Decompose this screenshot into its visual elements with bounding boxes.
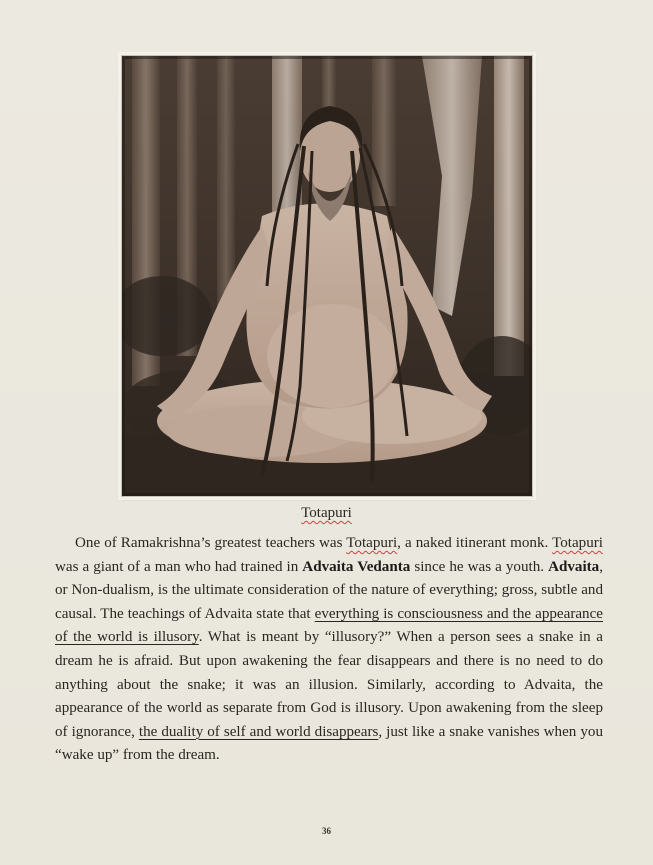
text-segment: . What is meant by “illusory?” When a person sees a snake in a dream he is afraid. But upon awakening the fear disappears and there is no need to do anything about the snake; it was an illusion. Similarly, according to Advaita, the appearance of the world as separate from God is illusory. Upon awakening from the sleep of ignorance, (55, 629, 604, 740)
proper-name: Totapuri (552, 535, 603, 551)
text-segment: was a giant of a man who had trained in (55, 558, 303, 575)
bold-term: Advaita Vedanta (302, 558, 411, 575)
monk-photograph (121, 55, 533, 497)
text-segment: One of Ramakrishna’s greatest teachers was (75, 535, 347, 551)
sepia-photo-illustration (122, 56, 532, 496)
text-segment: , or Non-dualism, is the ultimate consideration of the nature of everything; gross, subtle and causal. The teachings of Advaita state that (55, 558, 603, 622)
bold-term: Advaita (548, 558, 600, 575)
caption-text: Totapuri (301, 505, 352, 521)
body-paragraph (55, 532, 603, 768)
text-segment: , a naked itinerant monk. (397, 535, 553, 551)
text-segment: , just like a snake vanishes when you “wake up” from the dream. (55, 723, 603, 764)
figure-caption (0, 505, 653, 522)
proper-name: Totapuri (346, 535, 398, 551)
underlined-phrase: the duality of self and world disappears (138, 723, 379, 740)
page-number: 36 (322, 826, 331, 836)
text-segment: since he was a youth. (410, 558, 549, 575)
underlined-phrase: everything is consciousness and the appearance of the world is illusory (55, 605, 603, 646)
